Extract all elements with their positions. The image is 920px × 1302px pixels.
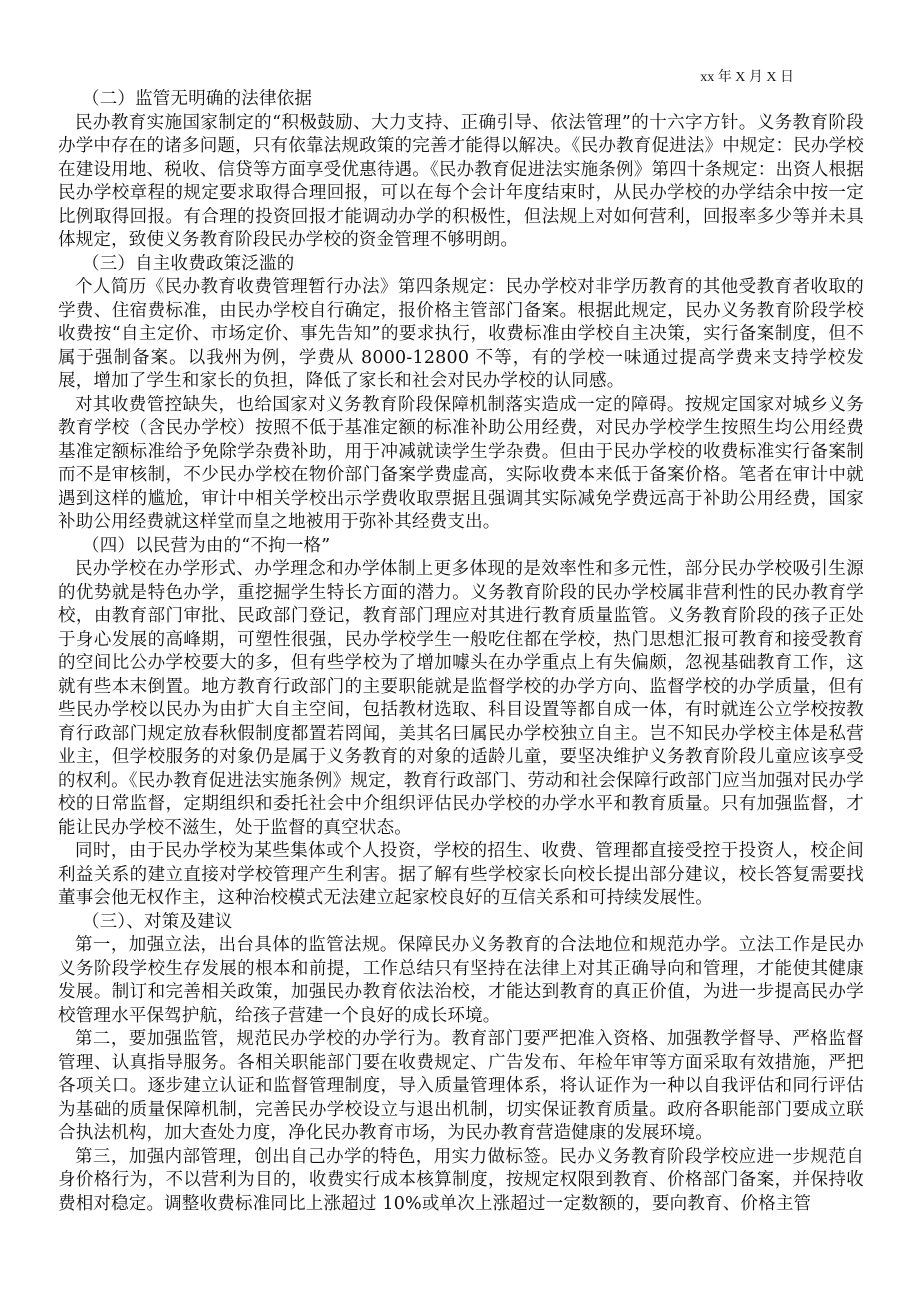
paragraph: 个人简历《民办教育收费管理暂行办法》第四条规定：民办学校对非学历教育的其他受教育者收取的学费、住宿费标准，由民办学校自行确定，报价格主管部门备案。根据此规定，民办义务教育阶段学校收费按“自主定价、市场定价、事先告知”的要求执行，收费标准由学校自主决策，实行备案制度，但不属于强制备案。以我州为例，学费从 8000-12800 不等，有的学校一味通过提高学费来支持学校发展，增加了学生和家长的负担，降低了家长和社会对民办学校的认同感。 <box>58 277 864 391</box>
section-fee-policy <box>58 253 864 535</box>
section-heading: （三）自主收费政策泛滥的 <box>82 253 295 274</box>
paragraph: 同时，由于民办学校为某些集体或个人投资，学校的招生、收费、管理都直接受控于投资人，校企间利益关系的建立直接对学校管理产生利害。据了解有些学校家长向校长提出部分建议，校长答复需要找董事会他无权作主，这种治校模式无法建立起家校良好的互信关系和可持续发展性。 <box>58 841 864 908</box>
section-heading: （二）监管无明确的法律依据 <box>82 89 313 109</box>
section-private-operation <box>58 535 864 911</box>
paragraph: 对其收费管控缺失，也给国家对义务教育阶段保障机制落实造成一定的障碍。按规定国家对城乡义务教育学校（含民办学校）按照不低于基准定额的标准补助公用经费，对民办学校学生按照生均公用经费基准定额标准给予免除学杂费补助，用于冲减就读学生学杂费。但由于民办学校的收费标准实行备案制而不是审核制，不少民办学校在物价部门备案学费虚高，实际收费本来低于备案价格。笔者在审计中就遇到这样的尴尬，审计中相关学校出示学费收取票据且强调其实际减免学费远高于补助公用经费，国家补助公用经费就这样堂而皇之地被用于弥补其经费支出。 <box>58 394 864 532</box>
paragraph: 第一，加强立法，出台具体的监管法规。保障民办义务教育的合法地位和规范办学。立法工作是民办义务阶段学校生存发展的根本和前提，工作总结只有坚持在法律上对其正确导向和管理，才能使其健康发展。制订和完善相关政策，加强民办教育依法治校，才能达到教育的真正价值，为进一步提高民办学校管理水平保驾护航，给孩子营建一个良好的成长环境。 <box>58 935 864 1026</box>
section-heading: （三）、对策及建议 <box>82 911 233 932</box>
document-body <box>58 88 864 1216</box>
section-supervision-legal-basis <box>58 88 864 253</box>
section-heading: （四）以民营为由的“不拘一格” <box>82 535 331 556</box>
section-countermeasures <box>58 911 864 1217</box>
document-date: xx 年 X 月 X 日 <box>700 70 794 85</box>
paragraph: 第二，要加强监管，规范民办学校的办学行为。教育部门要严把准入资格、加强教学督导、严格监督管理、认真指导服务。各相关职能部门要在收费规定、广告发布、年检年审等方面采取有效措施，严把各项关口。逐步建立认证和监督管理制度，导入质量管理体系，将认证作为一种以自我评估和同行评估为基础的质量保障机制，完善民办学校设立与退出机制，切实保证教育质量。政府各职能部门要成立联合执法机构，加大查处力度，净化民办教育市场，为民办教育营造健康的发展环境。 <box>58 1029 864 1143</box>
paragraph: 民办教育实施国家制定的“积极鼓励、大力支持、正确引导、依法管理”的十六字方针。义务教育阶段办学中存在的诸多问题，只有依靠法规政策的完善才能得以解决。《民办教育促进法》中规定：民办学校在建设用地、税收、信贷等方面享受优惠待遇。《民办教育促进法实施条例》第四十条规定：出资人根据民办学校章程的规定要求取得合理回报，可以在每个会计年度结束时，从民办学校的办学结余中按一定比例取得回报。有合理的投资回报才能调动办学的积极性，但法规上对如何营利，回报率多少等并未具体规定，致使义务教育阶段民办学校的资金管理不够明朗。 <box>58 112 864 250</box>
paragraph: 第三，加强内部管理，创出自己办学的特色，用实力做标签。民办义务教育阶段学校应进一步规范自身价格行为，不以营利为目的，收费实行成本核算制度，按规定权限到教育、价格部门备案，并保持收费相对稳定。调整收费标准同比上涨超过 10%或单次上涨超过一定数额的，要向教育、价格主管 <box>58 1146 864 1214</box>
paragraph: 民办学校在办学形式、办学理念和办学体制上更多体现的是效率性和多元性，部分民办学校吸引生源的优势就是特色办学，重挖掘学生特长方面的潜力。义务教育阶段的民办学校属非营利性的民办教育学校，由教育部门审批、民政部门登记，教育部门理应对其进行教育质量监管。义务教育阶段的孩子正处于身心发展的高峰期，可塑性很强，民办学校学生一般吃住都在学校，热门思想汇报可教育和接受教育的空间比公办学校要大的多，但有些学校为了增加噱头在办学重点上有失偏颇，忽视基础教育工作，这就有些本末倒置。地方教育行政部门的主要职能就是监督学校的办学方向、监督学校的办学质量，但有些民办学校以民办为由扩大自主空间，包括教材选取、科目设置等都自成一体，有时就连公立学校按教育行政部门规定放春秋假制度都置若罔闻，美其名曰属民办学校独立自主。岂不知民办学校主体是私营业主，但学校服务的对象仍是属于义务教育的对象的适龄儿童，要坚决维护义务教育阶段儿童应该享受的权利。《民办教育促进法实施条例》规定，教育行政部门、劳动和社会保障行政部门应当加强对民办学校的日常监督，定期组织和委托社会中介组织评估民办学校的办学水平和教育质量。只有加强监督，才能让民办学校不滋生，处于监督的真空状态。 <box>58 559 864 838</box>
